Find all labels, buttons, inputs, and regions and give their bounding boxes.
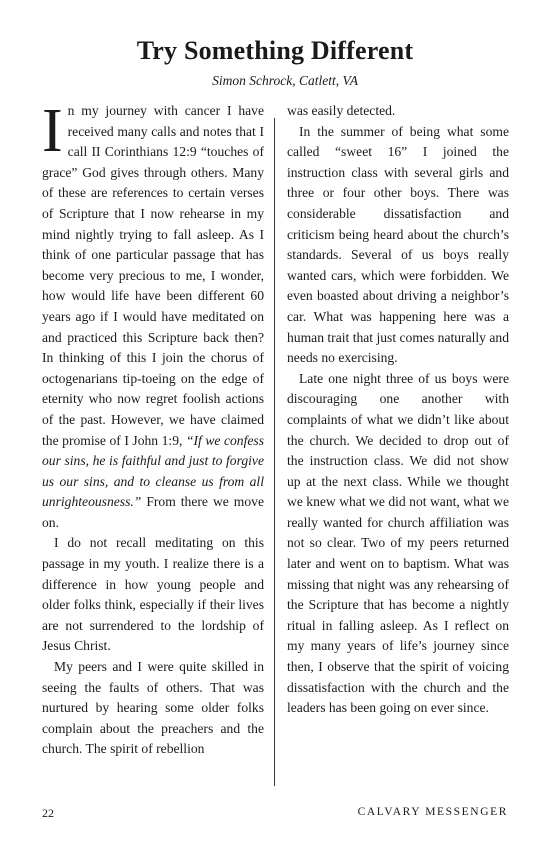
publication-name: CALVARY MESSENGER: [357, 806, 508, 818]
paragraph: I do not recall meditating on this passage in my youth. I realize there is a difference in how young people and older folks think, especially if their lives are not surrendered to the lordship of Jesus Christ.: [42, 535, 264, 654]
paragraph-text: n my journey with cancer I have received many calls and notes that I call II Corinthians 12:9 “touches of grace” God gives through others. Many of these are references to certain verses of Scripture that I now rehearse in my mind nightly trying to fall asleep. As I think of one particular passage that has become very precious to me, I wonder, how would life have been different 60 years ago if I would have meditated on and practiced this Scripture back then? In thinking of this I join the chorus of octogenarians tip-toeing on the edge of eternity who now regret foolish actions of the past. However, we have claimed the promise of I John 1:9,: [42, 103, 264, 448]
article-title: Try Something Different: [136, 36, 414, 65]
drop-cap: I: [42, 97, 63, 165]
left-column: [42, 97, 264, 760]
paragraph-text: From there we move on.: [42, 494, 264, 530]
paragraph: My peers and I were quite skilled in seeing the faults of others. That was nurtured by hearing some older folks complain about the preachers and the church. The spirit of rebellion: [42, 659, 264, 757]
paragraph: In the summer of being what some called “sweet 16” I joined the instruction class with several girls and three or four other boys. There was considerable dissatisfaction and criticism being heard about the church’s standards. Several of us boys really wanted cars, which were forbidden. We even boasted about driving a neighbor’s car. What was happening here was a human trait that just comes naturally and needs no exercising.: [287, 123, 509, 366]
column-divider: [274, 118, 275, 786]
scripture-quote: “If we confess our sins, he is faithful and just to forgive us our sins, and to cleanse us from all unrighteousness.”: [42, 432, 264, 510]
article-byline: Simon Schrock, Catlett, VA: [212, 73, 358, 88]
paragraph: was easily detected.: [287, 103, 396, 118]
paragraph: [42, 97, 264, 533]
right-column: [287, 101, 509, 719]
paragraph: Late one night three of us boys were discouraging one another with complaints of what we didn’t like about the church. We decided to drop out of the instruction class. We did not show up at the next class. While we thought we knew what we did not want, what we really wanted for church affiliation was not so clear. Two of my peers returned later and went on to baptism. What was missing that night was any rehearsing of the Scripture that has become a nightly ritual in falling asleep. As I reflect on my many years of life’s journey since then, I observe that the spirit of voicing dissatisfaction with the church and the leaders has been going on ever since.: [287, 370, 509, 716]
page-number: 22: [42, 806, 54, 820]
